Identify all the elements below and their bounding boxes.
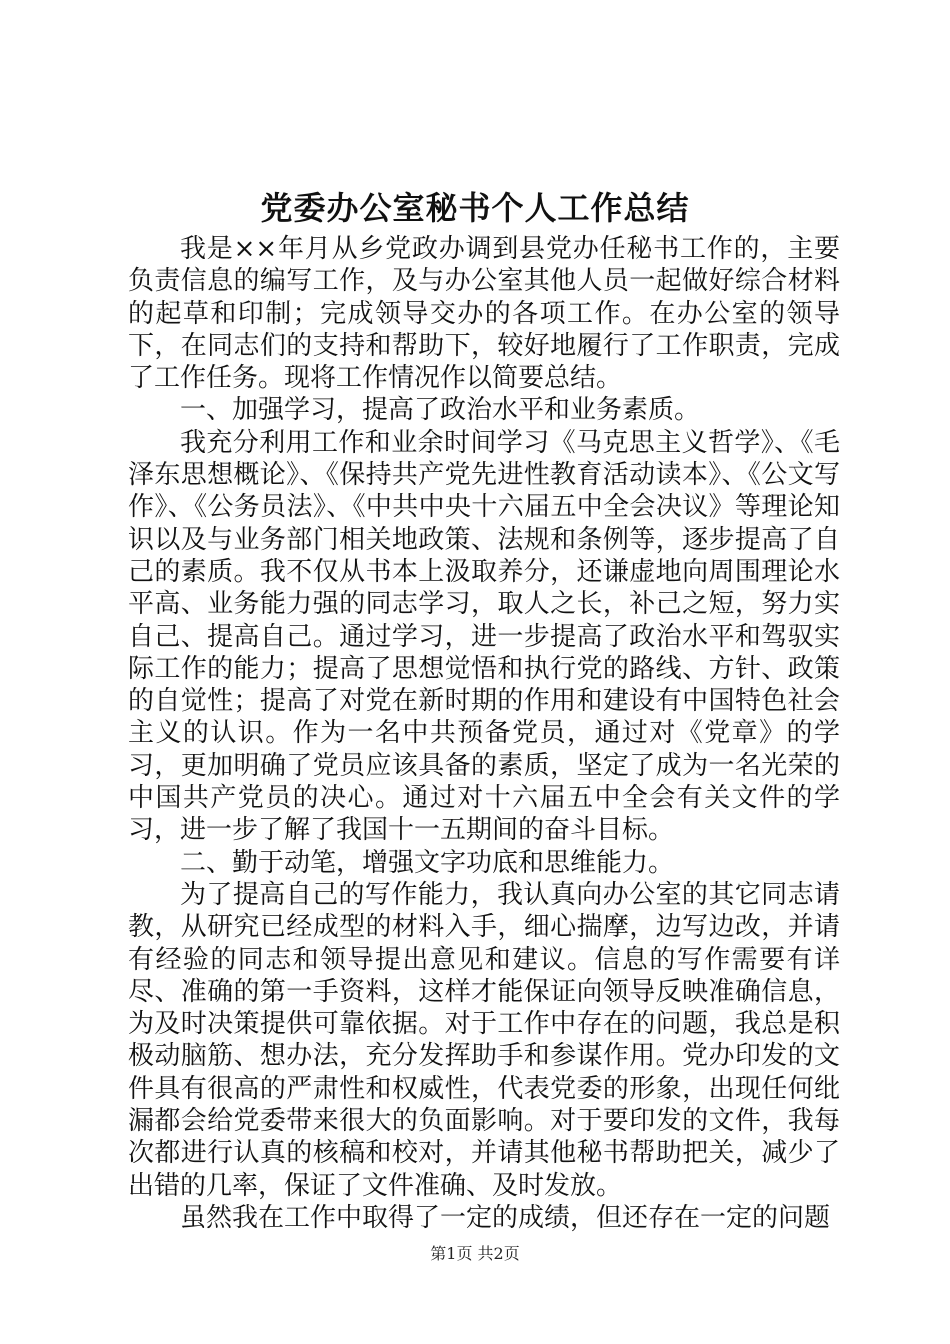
paragraph-writing: 为了提高自己的写作能力，我认真向办公室的其它同志请教，从研究已经成型的材料入手，细心揣摩，边写边改，并请有经验的同志和领导提出意见和建议。信息的写作需要有详尽、准确的第一手资料，这样才能保证向领导反映准确信息，为及时决策提供可靠依据。对于工作中存在的问题，我总是积极动脑筋、想办法，充分发挥助手和参谋作用。党办印发的文件具有很高的严肃性和权威性，代表党委的形象，出现任何纰漏都会给党委带来很大的负面影响。对于要印发的文件，我每次都进行认真的核稿和校对，并请其他秘书帮助把关，减少了出错的几率，保证了文件准确、及时发放。 (128, 879, 840, 1201)
paragraph-intro: 我是××年月从乡党政办调到县党办任秘书工作的，主要负责信息的编写工作，及与办公室其他人员一起做好综合材料的起草和印制；完成领导交办的各项工作。在办公室的领导下，在同志们的支持和帮助下，较好地履行了工作职责，完成了工作任务。现将工作情况作以简要总结。 (128, 234, 840, 394)
paragraph-study: 我充分利用工作和业余时间学习《马克思主义哲学》、《毛泽东思想概论》、《保持共产党先进性教育活动读本》、《公文写作》、《公务员法》、《中共中央十六届五中全会决议》等理论知识以及与业务部门相关地政策、法规和条例等，逐步提高了自己的素质。我不仅从书本上汲取养分，还谦虚地向周围理论水平高、业务能力强的同志学习，取人之长，补己之短，努力实自己、提高自己。通过学习，进一步提高了政治水平和驾驭实际工作的能力；提高了思想觉悟和执行党的路线、方针、政策的自觉性；提高了对党在新时期的作用和建设有中国特色社会主义的认识。作为一名中共预备党员，通过对《党章》的学习，更加明确了党员应该具备的素质，坚定了成为一名光荣的中国共产党员的决心。通过对十六届五中全会有关文件的学习，进一步了解了我国十一五期间的奋斗目标。 (128, 427, 840, 846)
section-heading-1: 一、加强学习，提高了政治水平和业务素质。 (180, 395, 701, 426)
paragraph-problems: 虽然我在工作中取得了一定的成绩，但还存在一定的问题 (180, 1202, 831, 1233)
page-number-footer: 第1页 共2页 (430, 1244, 520, 1263)
section-heading-2: 二、勤于动笔，增强文字功底和思维能力。 (180, 847, 675, 878)
document-title: 党委办公室秘书个人工作总结 (260, 189, 690, 227)
document-body (128, 233, 840, 1234)
